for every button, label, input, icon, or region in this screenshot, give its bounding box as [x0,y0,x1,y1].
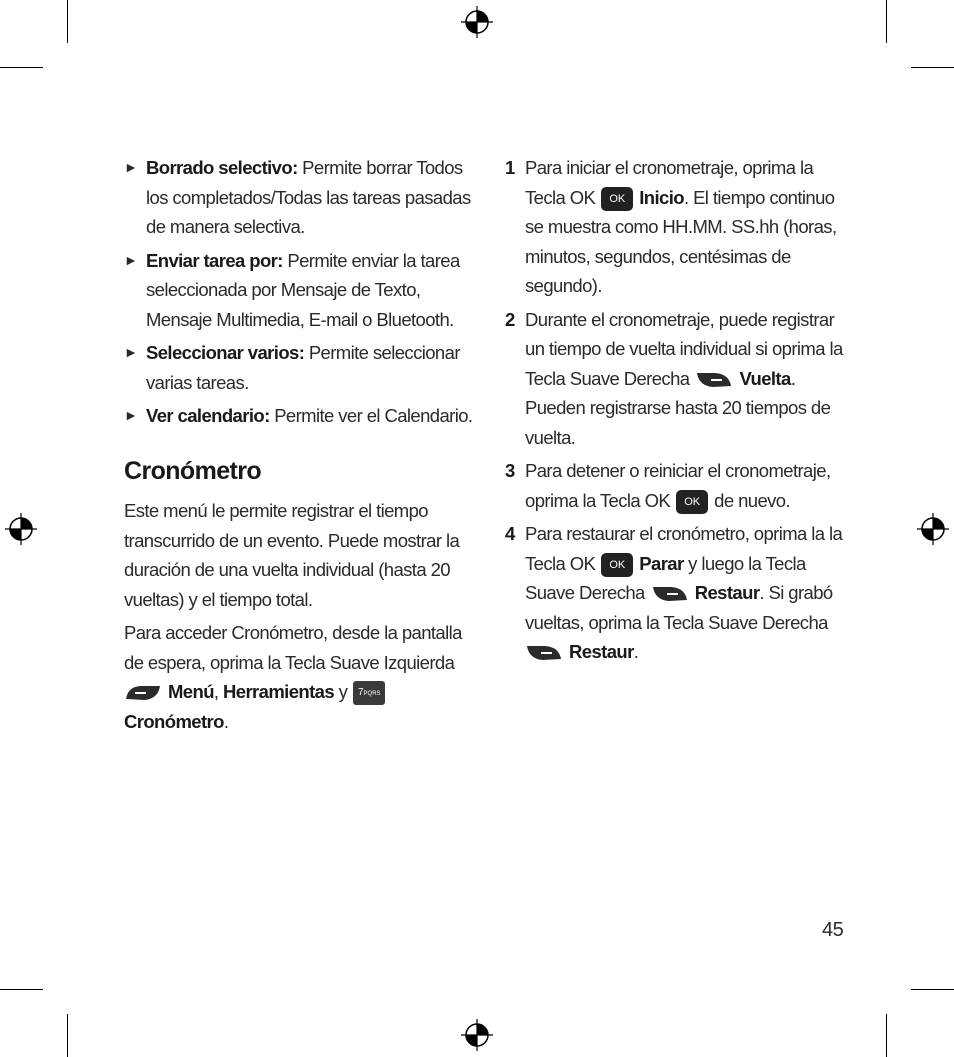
registration-mark-icon [5,513,37,545]
bullet-seleccionar-varios [124,338,474,397]
tools-label: Herramientas [223,681,335,702]
bullet-arrow-icon: ► [124,159,138,175]
bullet-arrow-icon: ► [124,407,138,423]
crop-mark [0,67,43,68]
menu-label: Menú [168,681,214,702]
ok-key-icon: OK [676,490,708,514]
bullet-text: Permite borrar Todos los completados/Todas las tareas pasadas de manera selectiva. [146,157,471,237]
step-number: 1 [505,157,515,178]
page-number: 45 [822,919,844,941]
bullet-arrow-icon: ► [124,344,138,360]
step-3: 3 Para detener o reiniciar el cronometraje, oprima la Tecla OK OK de nuevo. [505,456,845,515]
crop-mark [911,989,954,990]
crop-mark [67,0,68,43]
ok-key-icon: OK [601,187,633,211]
step-2: 2 Durante el cronometraje, puede registrar un tiempo de vuelta individual si oprima la Tecla Suave Derecha Vuelta. Pueden registrarse hasta 20 tiempos de vuelta. [505,305,845,453]
registration-mark-icon [461,6,493,38]
bullet-text: Permite seleccionar varias tareas. [146,342,460,393]
left-soft-key-icon [124,683,162,703]
target-label: Cronómetro [124,710,224,732]
right-soft-key-icon [525,643,563,663]
crop-mark [67,1014,68,1057]
registration-mark-icon [461,1019,493,1051]
right-soft-key-icon [651,584,689,604]
bullet-text: Permite ver el Calendario. [269,405,473,426]
access-paragraph: Para acceder Cronómetro, desde la pantalla de espera, oprima la Tecla Suave Izquierda Menú, Herramientas y 7PQRS Cronómetro. [124,622,462,732]
key-7-icon: 7PQRS [353,681,385,705]
right-soft-key-icon [695,370,733,390]
bullet-borrado-selectivo [124,153,474,242]
crop-mark [886,1014,887,1057]
bullet-term: Seleccionar varios: [146,342,305,363]
step-number: 4 [505,523,515,544]
bullet-ver-calendario [124,401,474,431]
ok-key-icon: OK [601,553,633,577]
crop-mark [911,67,954,68]
bullet-term: Borrado selectivo: [146,157,298,178]
left-column [124,153,474,740]
crop-mark [886,0,887,43]
step-number: 2 [505,308,515,330]
intro-paragraph: Este menú le permite registrar el tiempo transcurrido de un evento. Puede mostrar la duración de una vuelta individual (hasta 20 vueltas) y el tiempo total. [124,500,460,610]
section-heading: Cronómetro [124,456,262,485]
crop-mark [0,989,43,990]
bullet-text: Permite enviar la tarea seleccionada por Mensaje de Texto, Mensaje Multimedia, E-mail o Bluetooth. [146,249,460,330]
step-4: 4 Para restaurar el cronómetro, oprima la la Tecla OK OK Parar y luego la Tecla Suave Derecha Restaur. Si grabó vueltas, oprima la Tecla Suave Derecha Restaur. [505,519,845,667]
bullet-term: Enviar tarea por: [146,249,283,271]
right-column [505,153,845,671]
step-1: 1 Para iniciar el cronometraje, oprima la Tecla OK OK Inicio. El tiempo continuo se muestra como HH.MM. SS.hh (horas, minutos, segundos, centésimas de segundo). [505,153,845,301]
registration-mark-icon [917,513,949,545]
bullet-term: Ver calendario: [146,405,270,426]
step-number: 3 [505,460,515,481]
bullet-arrow-icon: ► [124,251,138,268]
bullet-enviar-tarea [124,246,474,335]
